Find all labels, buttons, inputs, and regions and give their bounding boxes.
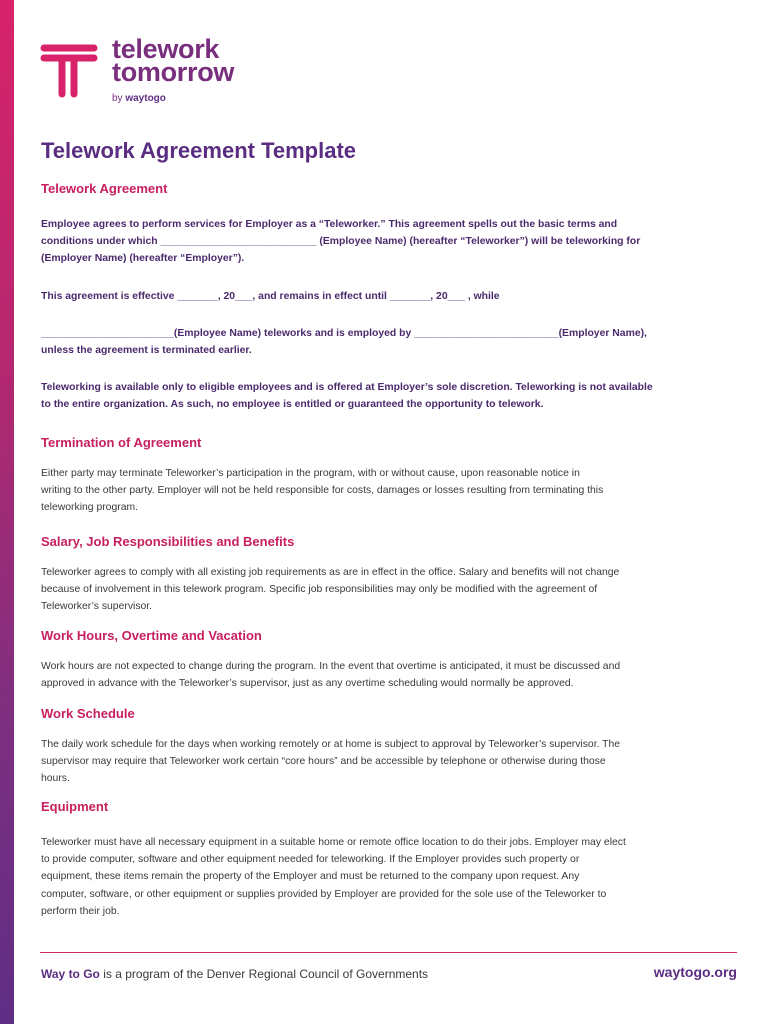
footer-website-link[interactable]: waytogo.org	[653, 964, 737, 980]
agreement-paragraph-4	[41, 379, 689, 413]
termination-paragraph	[41, 465, 689, 517]
equipment-line-4: computer, software, or other equipment or supplies provided by Employer are provided for the sole use of the Teleworker to	[41, 888, 607, 900]
schedule-line-3: hours.	[41, 773, 70, 785]
agreement-p4-line-2: to the entire organization. As such, no employee is entitled or guaranteed the opportunity to telework.	[41, 399, 544, 411]
logo-mark-icon	[40, 42, 98, 98]
document-title: Telework Agreement Template	[41, 138, 357, 163]
termination-line-3: teleworking program.	[41, 502, 139, 514]
equipment-paragraph	[41, 834, 689, 920]
salary-paragraph	[41, 564, 689, 616]
hours-paragraph	[41, 658, 689, 692]
heading-termination: Termination of Agreement	[41, 435, 202, 450]
agreement-paragraph-1	[41, 216, 689, 268]
agreement-p3-line-2: unless the agreement is terminated earlier.	[41, 345, 252, 357]
heading-work-schedule: Work Schedule	[41, 706, 135, 721]
agreement-p3-line-1: _______________________(Employee Name) teleworks and is employed by _________________________(Employer Name),	[41, 328, 647, 339]
termination-line-2: writing to the other party. Employer will not be held responsible for costs, damages or losses resulting from terminating this	[41, 485, 604, 497]
salary-line-3: Teleworker’s supervisor.	[41, 601, 153, 613]
agreement-p1-line-1: Employee agrees to perform services for Employer as a “Teleworker.” This agreement spells out the basic terms and	[41, 219, 618, 230]
schedule-line-2: supervisor may require that Teleworker work certain “core hours” and be accessible by telephone or otherwise during those	[41, 756, 606, 768]
heading-equipment: Equipment	[41, 799, 109, 814]
logo-line-2: tomorrow	[112, 57, 235, 87]
equipment-line-2: to provide computer, software and other equipment needed for teleworking. If the Employer provides such property or	[41, 854, 580, 866]
footer-program-note	[41, 967, 428, 981]
agreement-p1-line-2: conditions under which ___________________________ (Employee Name) (hereafter “Teleworker”) will be teleworking for	[41, 236, 641, 248]
equipment-line-3: equipment, these items remain the property of the Employer and must be returned to the company upon request. Any	[41, 871, 580, 883]
salary-line-2: because of involvement in this telework program. Specific job responsibilities may only be modified with the agreement of	[41, 584, 598, 596]
equipment-line-5: perform their job.	[41, 905, 120, 917]
salary-line-1: Teleworker agrees to comply with all existing job requirements as are in effect in the office. Salary and benefits will not change	[41, 567, 620, 578]
schedule-paragraph	[41, 736, 689, 788]
telework-tomorrow-logo	[40, 34, 280, 108]
footer-brand-name: Way to Go	[41, 967, 100, 981]
equipment-line-1: Teleworker must have all necessary equipment in a suitable home or remote office location to do their jobs. Employer may elect	[41, 837, 626, 848]
logo-by-word: by	[112, 93, 123, 104]
agreement-paragraph-3	[41, 325, 689, 359]
agreement-paragraph-2	[41, 288, 689, 305]
footer-divider	[40, 952, 737, 953]
agreement-p2-line-1: This agreement is effective _______, 20___, and remains in effect until _______, 20___ , while	[41, 291, 500, 302]
heading-work-hours: Work Hours, Overtime and Vacation	[41, 628, 262, 643]
logo-by-brand: waytogo	[125, 93, 166, 104]
side-accent-bar	[0, 0, 14, 1024]
hours-line-1: Work hours are not expected to change during the program. In the event that overtime is anticipated, it must be discussed and	[41, 661, 621, 672]
heading-salary: Salary, Job Responsibilities and Benefits	[41, 534, 295, 549]
footer-program-text: is a program of the Denver Regional Council of Governments	[99, 967, 429, 981]
schedule-line-1: The daily work schedule for the days when working remotely or at home is subject to approval by Teleworker’s supervisor. The	[41, 739, 621, 750]
agreement-p1-line-3: (Employer Name) (hereafter “Employer”).	[41, 253, 245, 265]
logo-byline	[112, 93, 166, 104]
heading-telework-agreement: Telework Agreement	[41, 181, 168, 196]
agreement-p4-line-1: Teleworking is available only to eligible employees and is offered at Employer’s sole discretion. Teleworking is not available	[41, 382, 653, 393]
termination-line-1: Either party may terminate Teleworker’s participation in the program, with or without cause, upon reasonable notice in	[41, 468, 580, 479]
hours-line-2: approved in advance with the Teleworker’s supervisor, just as any overtime scheduling would normally be approved.	[41, 678, 574, 690]
logo-line-1: telework	[112, 34, 220, 64]
